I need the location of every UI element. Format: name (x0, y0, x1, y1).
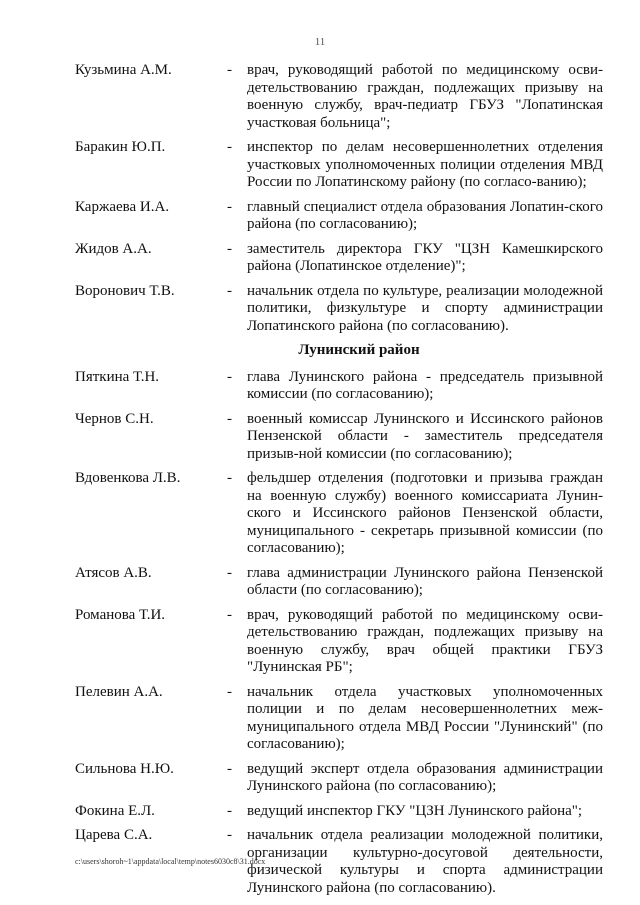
person-name: Пелевин А.А. (75, 683, 163, 700)
list-item (75, 470, 603, 558)
dash: - (227, 470, 232, 486)
person-role: глава Лунинского района - председатель призывной комиссии (по согласованию); (247, 368, 603, 402)
dash: - (227, 240, 232, 257)
section-heading: Лунинский район (298, 342, 420, 358)
person-name: Воронович Т.В. (75, 282, 175, 299)
person-name: Каржаева И.А. (75, 198, 170, 215)
section-lopatinsky (75, 62, 603, 335)
person-name: Сильнова Н.Ю. (75, 760, 174, 777)
list-item (75, 803, 603, 821)
dash: - (227, 368, 232, 385)
list-item (75, 241, 603, 276)
list-item (75, 62, 603, 132)
list-item (75, 684, 603, 754)
person-role: ведущий инспектор ГКУ "ЦЗН Лунинского района"; (247, 802, 583, 819)
dash: - (227, 62, 232, 78)
person-role: врач, руководящий работой по медицинскому осви-детельствованию граждан, подлежащих призыву на военную службу, врач общей практики ГБУЗ "Лунинская РБ"; (247, 606, 603, 675)
list-item (75, 411, 603, 464)
person-role: глава администрации Лунинского района Пензенской области (по согласованию); (247, 564, 603, 598)
person-role: ведущий эксперт отдела образования администрации Лунинского района (по согласованию); (247, 760, 603, 794)
person-role: фельдшер отделения (подготовки и призыва граждан на военную службу) военного комиссариата Лунин-ского и Иссинского районов Пензенской области, муниципального - секретарь призывной комиссии (по согласованию); (247, 470, 603, 556)
list-item (75, 199, 603, 234)
person-role: главный специалист отдела образования Лопатин-ского района (по согласованию); (247, 198, 603, 232)
dash: - (227, 564, 232, 581)
list-item (75, 369, 603, 404)
page-number: 11 (314, 36, 326, 48)
dash: - (227, 606, 232, 623)
person-name: Чернов С.Н. (75, 410, 154, 427)
person-name: Баракин Ю.П. (75, 139, 166, 155)
list-item (75, 607, 603, 677)
person-name: Атясов А.В. (75, 564, 152, 581)
person-name: Жидов А.А. (75, 240, 152, 257)
list-item (75, 565, 603, 600)
person-role: начальник отдела по культуре, реализации молодежной политики, физкультуре и спорту администрации Лопатинского района (по согласованию). (247, 282, 603, 334)
person-role: инспектор по делам несовершеннолетних отделения участковых уполномоченных полиции отделения МВД России по Лопатинскому району (по согласо-ванию); (247, 139, 603, 190)
dash: - (227, 282, 232, 299)
person-role: начальник отдела реализации молодежной политики, организации культурно-досуговой деятельности, физической культуры и спорта администрации Лунинского района (по согласованию). (247, 827, 603, 896)
list-item (75, 283, 603, 336)
dash: - (227, 802, 232, 819)
person-role: врач, руководящий работой по медицинскому осви-детельствованию граждан, подлежащих призыву на военную службу, врач-педиатр ГБУЗ "Лопатинская участковая больница"; (247, 62, 603, 131)
person-role: военный комиссар Лунинского и Иссинского районов Пензенской области - заместитель председателя призыв-ной комиссии (по согласованию); (247, 410, 603, 462)
list-item (75, 139, 603, 192)
person-name: Романова Т.И. (75, 606, 166, 623)
dash: - (227, 410, 232, 427)
section-luninsky (75, 369, 603, 898)
person-name: Кузьмина А.М. (75, 62, 172, 78)
person-role: начальник отдела участковых уполномоченных полиции и по делам несовершеннолетних меж-муниципального отдела МВД России "Лунинский" (по согласованию); (247, 683, 603, 752)
dash: - (227, 139, 232, 155)
dash: - (227, 827, 232, 843)
footer-file-path: c:\users\shoroh~1\appdata\local\temp\notes6030c8\31.docx (75, 857, 266, 866)
dash: - (227, 683, 232, 700)
list-item (75, 761, 603, 796)
dash: - (227, 198, 232, 215)
dash: - (227, 760, 232, 777)
person-name: Вдовенкова Л.В. (75, 470, 181, 486)
person-role: заместитель директора ГКУ "ЦЗН Камешкирского района (Лопатинское отделение)"; (247, 240, 603, 274)
person-name: Фокина Е.Л. (75, 802, 155, 819)
document-body (75, 62, 603, 904)
person-name: Пяткина Т.Н. (75, 368, 160, 385)
person-name: Царева С.А. (75, 827, 153, 843)
